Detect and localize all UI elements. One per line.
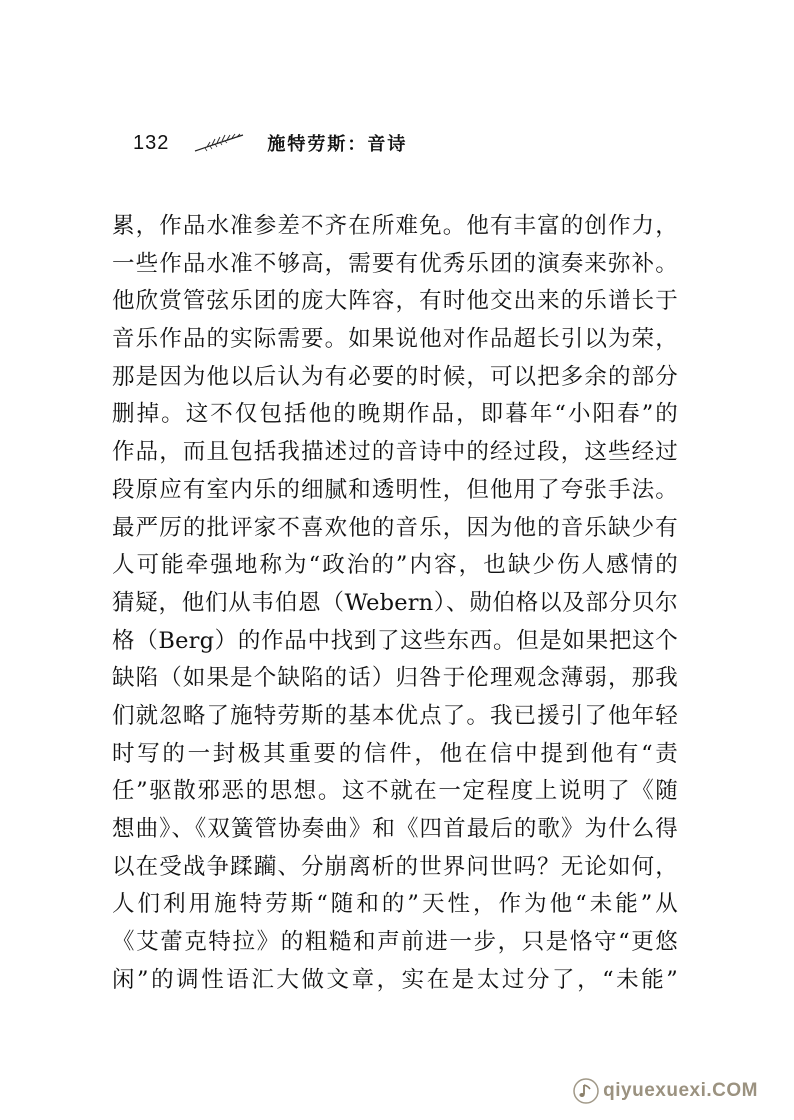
page-header <box>133 128 407 158</box>
text-line: 任”驱散邪恶的思想。这不就在一定程度上说明了《随 <box>112 778 678 805</box>
text-line: 以在受战争蹂躏、分崩离析的世界问世吗？无论如何， <box>112 853 678 880</box>
text-line: 人们利用施特劳斯“随和的”天性，作为他“未能”从 <box>112 891 678 918</box>
text-line: 猜疑，他们从韦伯恩（Webern）、勋伯格以及部分贝尔 <box>112 589 678 616</box>
text-line: 作品，而且包括我描述过的音诗中的经过段，这些经过 <box>112 439 678 466</box>
text-line: 他欣赏管弦乐团的庞大阵容，有时他交出来的乐谱长于 <box>112 288 678 315</box>
text-line: 最严厉的批评家不喜欢他的音乐，因为他的音乐缺少有 <box>112 514 678 541</box>
text-line: 一些作品水准不够高，需要有优秀乐团的演奏来弥补。 <box>112 250 678 277</box>
watermark-text: qiyuexuexi.COM <box>603 1080 758 1101</box>
text-line: 段原应有室内乐的细腻和透明性，但他用了夸张手法。 <box>112 476 678 503</box>
body-text <box>112 208 678 999</box>
music-note-icon <box>573 1078 599 1104</box>
watermark <box>573 1078 758 1104</box>
text-line: 人可能牵强地称为“政治的”内容，也缺少伤人感情的 <box>112 552 678 579</box>
text-line: 时写的一封极其重要的信件，他在信中提到他有“责 <box>112 740 678 767</box>
page-number: 132 <box>133 131 170 154</box>
text-line: 累，作品水准参差不齐在所难免。他有丰富的创作力， <box>112 213 678 239</box>
running-title: 施特劳斯：音诗 <box>267 134 408 155</box>
text-line: 缺陷（如果是个缺陷的话）归咎于伦理观念薄弱，那我 <box>112 665 678 692</box>
text-line: 们就忽略了施特劳斯的基本优点了。我已援引了他年轻 <box>112 702 678 729</box>
text-line: 那是因为他以后认为有必要的时候，可以把多余的部分 <box>112 363 678 390</box>
text-line: 删掉。这不仅包括他的晚期作品，即暮年“小阳春”的 <box>112 401 678 428</box>
text-line: 格（Berg）的作品中找到了这些东西。但是如果把这个 <box>112 627 678 654</box>
text-line: 想曲》、《双簧管协奏曲》和《四首最后的歌》为什么得 <box>112 816 678 842</box>
text-line: 闲”的调性语汇大做文章，实在是太过分了，“未能” <box>112 966 678 993</box>
feather-ornament-icon <box>193 132 245 154</box>
text-line: 《艾蕾克特拉》的粗糙和声前进一步，只是恪守“更悠 <box>112 929 678 956</box>
text-line: 音乐作品的实际需要。如果说他对作品超长引以为荣， <box>112 326 678 353</box>
